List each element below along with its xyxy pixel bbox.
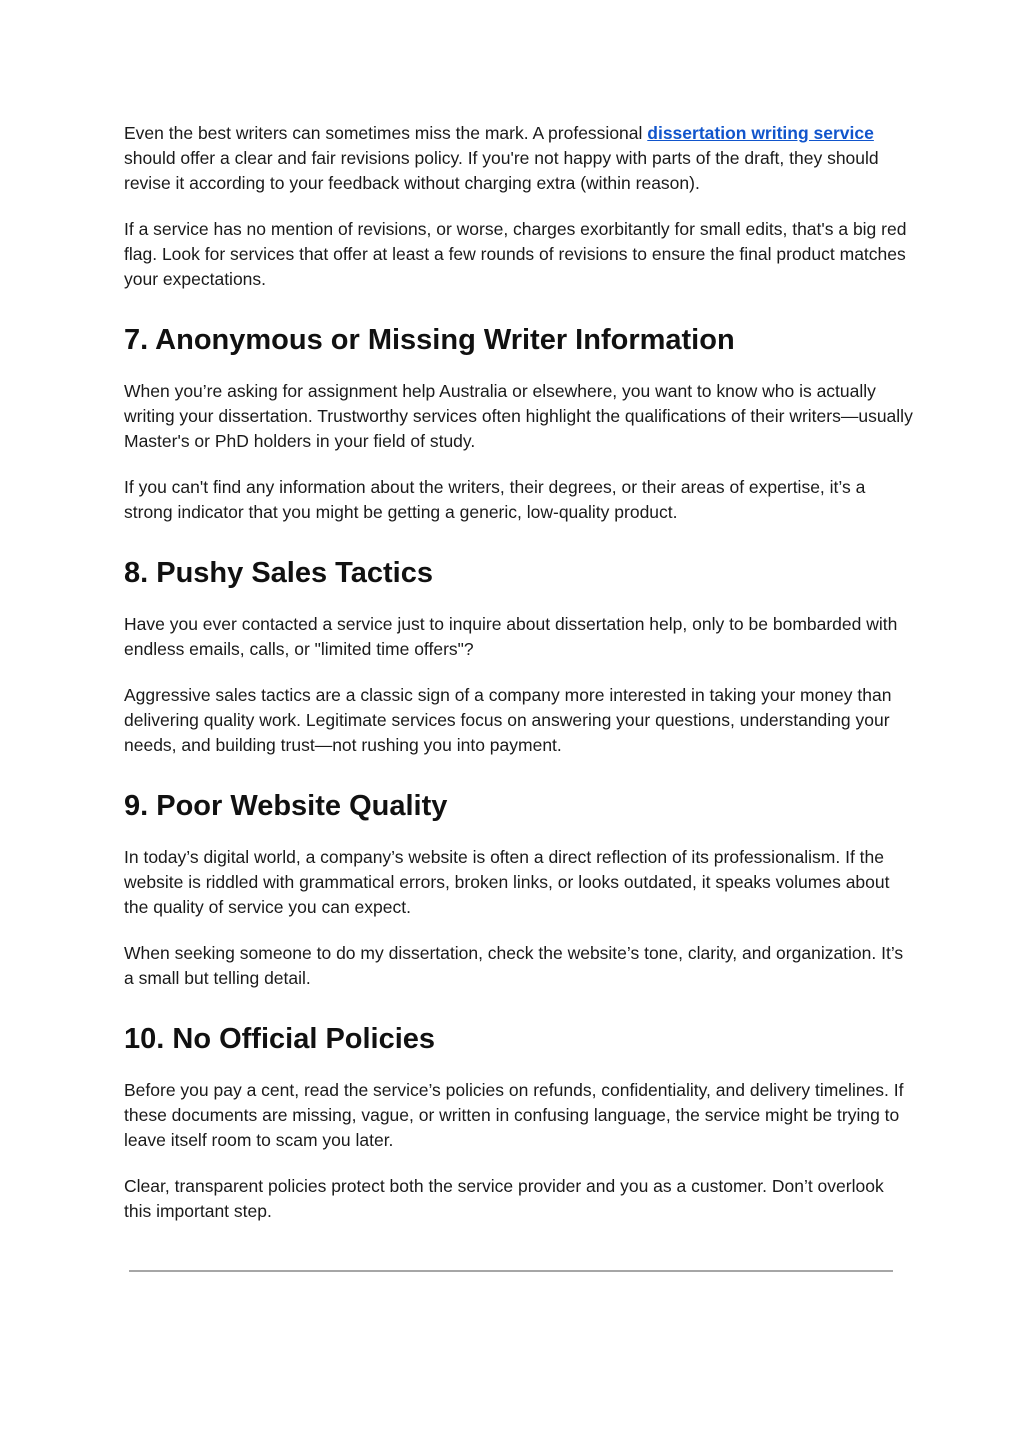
intro-paragraph-1 bbox=[124, 121, 914, 196]
section-8-heading: 8. Pushy Sales Tactics bbox=[124, 557, 433, 589]
document-body bbox=[124, 121, 914, 1245]
section-8-paragraph-2: Aggressive sales tactics are a classic sign of a company more interested in taking your money than delivering quality work. Legitimate services focus on answering your questions, understanding your needs, and building trust—not rushing you into payment. bbox=[124, 685, 892, 755]
horizontal-divider bbox=[129, 1270, 893, 1272]
intro-text-before-link: Even the best writers can sometimes miss the mark. A professional bbox=[124, 123, 648, 143]
intro-text-after-link: should offer a clear and fair revisions policy. If you're not happy with parts of the draft, they should revise it according to your feedback without charging extra (within reason). bbox=[124, 148, 879, 193]
section-9-paragraph-2: When seeking someone to do my dissertation, check the website’s tone, clarity, and organization. It’s a small but telling detail. bbox=[124, 943, 904, 988]
section-10-paragraph-1: Before you pay a cent, read the service’s policies on refunds, confidentiality, and delivery timelines. If these documents are missing, vague, or written in confusing language, the service might be trying to leave itself room to scam you later. bbox=[124, 1080, 904, 1150]
section-10-heading: 10. No Official Policies bbox=[124, 1023, 436, 1055]
section-7-paragraph-2: If you can't find any information about the writers, their degrees, or their areas of expertise, it’s a strong indicator that you might be getting a generic, low-quality product. bbox=[124, 477, 866, 522]
section-7-paragraph-1: When you’re asking for assignment help Australia or elsewhere, you want to know who is actually writing your dissertation. Trustworthy services often highlight the qualifications of their writers—usually Master's or PhD holders in your field of study. bbox=[124, 381, 913, 451]
dissertation-writing-service-link[interactable]: dissertation writing service bbox=[647, 123, 874, 143]
section-10-paragraph-2: Clear, transparent policies protect both the service provider and you as a customer. Don’t overlook this important step. bbox=[124, 1176, 884, 1221]
section-9-paragraph-1: In today’s digital world, a company’s website is often a direct reflection of its professionalism. If the website is riddled with grammatical errors, broken links, or looks outdated, it speaks volumes about the quality of service you can expect. bbox=[124, 847, 890, 917]
section-8-paragraph-1: Have you ever contacted a service just to inquire about dissertation help, only to be bombarded with endless emails, calls, or "limited time offers"? bbox=[124, 614, 898, 659]
section-7-heading: 7. Anonymous or Missing Writer Information bbox=[124, 324, 735, 356]
intro-paragraph-2: If a service has no mention of revisions, or worse, charges exorbitantly for small edits, that's a big red flag. Look for services that offer at least a few rounds of revisions to ensure the final product matches your expectations. bbox=[124, 219, 907, 289]
section-9-heading: 9. Poor Website Quality bbox=[124, 790, 448, 822]
